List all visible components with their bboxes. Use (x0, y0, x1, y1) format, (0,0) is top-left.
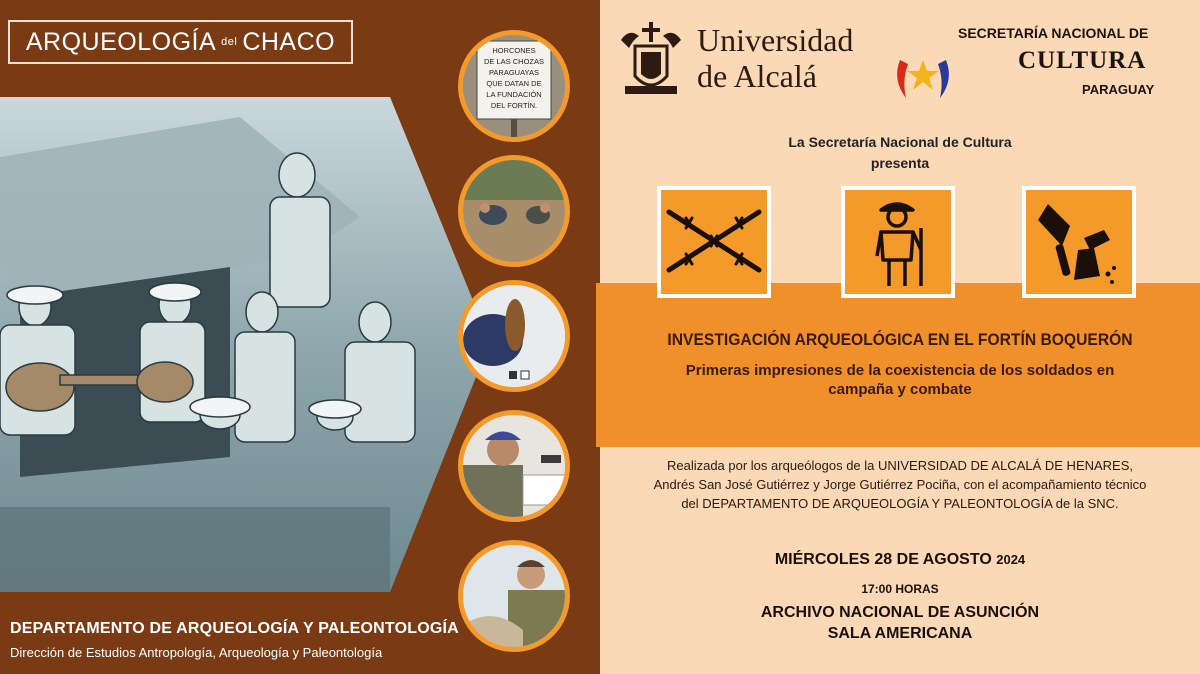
presenter-line2: presenta (870, 155, 930, 171)
historical-soldiers-photo (0, 97, 490, 592)
photo-circle-artifact (458, 280, 570, 392)
event-date-text: MIÉRCOLES 28 DE AGOSTO (774, 551, 992, 568)
event-credits (600, 456, 1200, 513)
sign-line-1: HORCONES (492, 46, 536, 55)
credit-line2: Andrés San José Gutiérrez y Jorge Gutiérrez Pociña, con el acompañamiento técnico (653, 477, 1147, 492)
series-title-part2: CHACO (242, 27, 336, 56)
photo-circle-excavation (458, 155, 570, 267)
trowel-brush-icon (1022, 186, 1136, 298)
event-subtitle (620, 361, 1180, 399)
barbed-wire-crossed-icon (657, 186, 771, 298)
university-name-line2: de Alcalá (697, 58, 817, 94)
secretariat-line3: PARAGUAY (1082, 82, 1155, 97)
university-name (697, 22, 853, 94)
series-title-small: del (221, 36, 238, 48)
sign-line-2: DE LAS CHOZAS (483, 57, 545, 66)
sign-line-3: PARAGUAYAS (488, 68, 540, 77)
event-date (600, 551, 1200, 569)
credit-line1: Realizada por los arqueólogos de la UNIVERSIDAD DE ALCALÁ DE HENARES, (666, 458, 1134, 473)
credit-line3: del DEPARTAMENTO DE ARQUEOLOGÍA Y PALEONTOLOGÍA de la SNC. (681, 496, 1119, 511)
university-crest-icon (615, 18, 687, 102)
event-subtitle-line1: Primeras impresiones de la coexistencia de los soldados en (685, 362, 1115, 379)
sign-photo (463, 35, 565, 137)
series-title-part1: ARQUEOLOGÍA (25, 27, 217, 56)
sign-line-5: LA FUNDACIÓN (486, 90, 542, 99)
event-title: INVESTIGACIÓN ARQUEOLÓGICA EN EL FORTÍN BOQUERÓN (667, 330, 1133, 349)
university-name-line1: Universidad (697, 22, 854, 58)
secretariat-line1: SECRETARÍA NACIONAL DE (958, 25, 1149, 41)
direction-subtitle: Dirección de Estudios Antropología, Arqueología y Paleontología (10, 645, 383, 660)
event-subtitle-line2: campaña y combate (828, 381, 972, 398)
event-time: 17:00 HORAS (861, 582, 939, 596)
paraguay-emblem-icon (888, 40, 958, 110)
soldier-icon (841, 186, 955, 298)
department-title: DEPARTAMENTO DE ARQUEOLOGÍA Y PALEONTOLOGÍA (10, 620, 459, 637)
photo-circle-researcher (458, 410, 570, 522)
photo-circle-lab (458, 540, 570, 652)
secretariat-line2: CULTURA (1018, 47, 1147, 74)
event-year: 2024 (996, 552, 1026, 567)
event-venue: ARCHIVO NACIONAL DE ASUNCIÓN (760, 604, 1040, 621)
photo-circle-sign (458, 30, 570, 142)
series-title (8, 20, 353, 64)
sign-line-4: QUE DATAN DE (486, 79, 542, 88)
sign-line-6: DEL FORTÍN. (490, 101, 538, 110)
presenter-line1: La Secretaría Nacional de Cultura (788, 134, 1012, 150)
event-room: SALA AMERICANA (827, 625, 973, 642)
